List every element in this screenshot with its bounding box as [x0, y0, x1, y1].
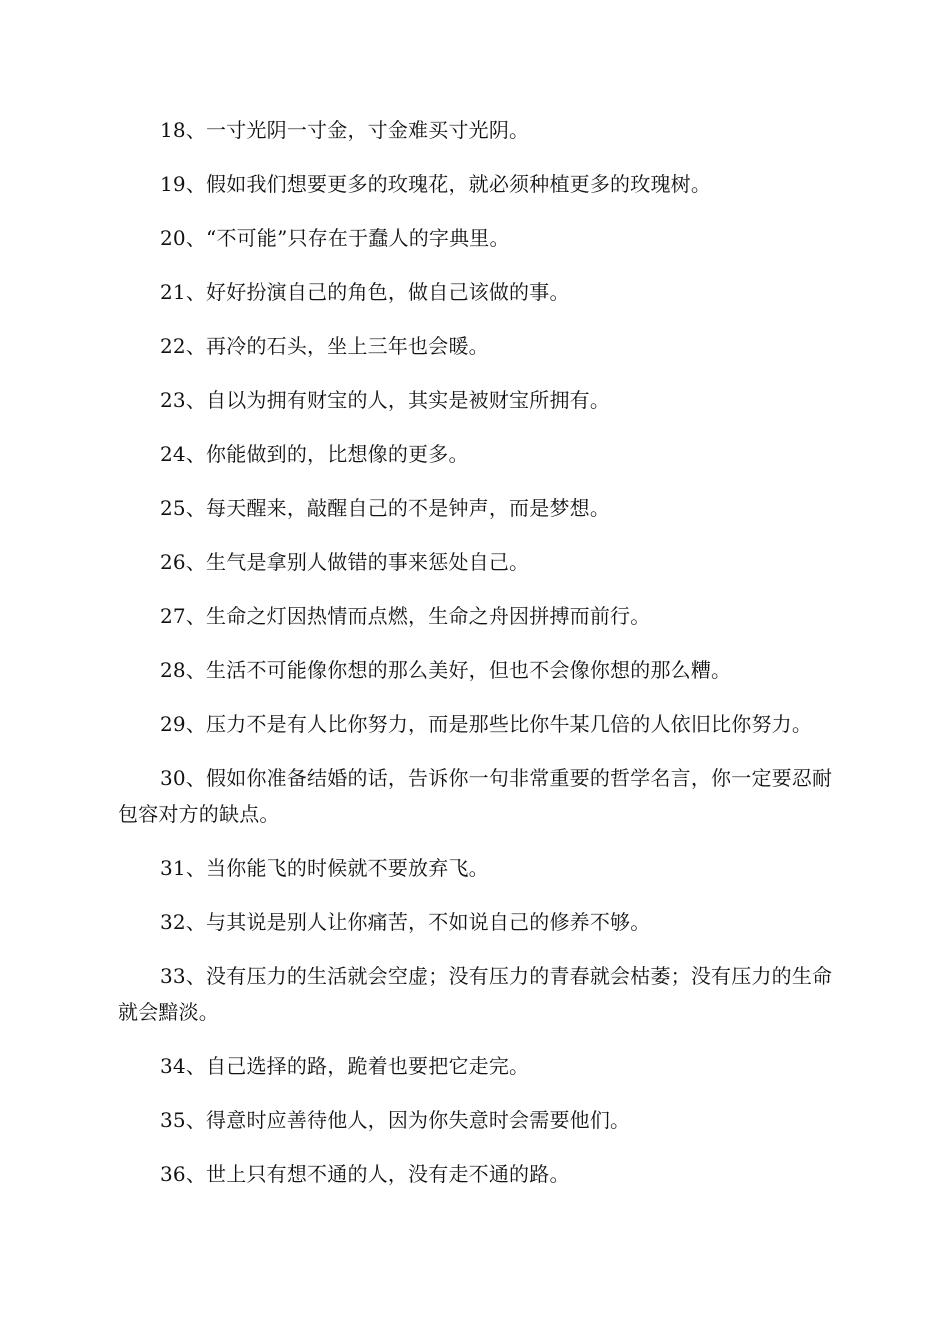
quote-paragraph: 28、生活不可能像你想的那么美好，但也不会像你想的那么糟。: [160, 658, 732, 682]
quote-paragraph: 30、假如你准备结婚的话，告诉你一句非常重要的哲学名言，你一定要忍耐包容对方的缺点。: [118, 766, 833, 826]
quote-paragraph: 25、每天醒来，敲醒自己的不是钟声，而是梦想。: [160, 496, 611, 520]
quote-paragraph: 34、自己选择的路，跪着也要把它走完。: [160, 1054, 530, 1078]
quote-paragraph: 26、生气是拿别人做错的事来惩处自己。: [160, 550, 530, 574]
quote-paragraph: 19、假如我们想要更多的玫瑰花，就必须种植更多的玫瑰树。: [160, 172, 712, 196]
quote-paragraph: 29、压力不是有人比你努力，而是那些比你牛某几倍的人依旧比你努力。: [160, 712, 813, 736]
quote-paragraph: 36、世上只有想不通的人，没有走不通的路。: [160, 1162, 570, 1186]
quote-paragraph: 23、自以为拥有财宝的人，其实是被财宝所拥有。: [160, 388, 611, 412]
quote-paragraph: 20、“不可能”只存在于蠢人的字典里。: [160, 226, 510, 250]
quote-paragraph: 33、没有压力的生活就会空虚；没有压力的青春就会枯萎；没有压力的生命就会黯淡。: [118, 964, 833, 1024]
quote-paragraph: 35、得意时应善待他人，因为你失意时会需要他们。: [160, 1108, 631, 1132]
document-body: [118, 112, 834, 1210]
quote-paragraph: 21、好好扮演自己的角色，做自己该做的事。: [160, 280, 570, 304]
quote-paragraph: 22、再冷的石头，坐上三年也会暖。: [160, 334, 489, 358]
quote-paragraph: 27、生命之灯因热情而点燃，生命之舟因拼搏而前行。: [160, 604, 651, 628]
quote-paragraph: 32、与其说是别人让你痛苦，不如说自己的修养不够。: [160, 910, 651, 934]
quote-paragraph: 31、当你能飞的时候就不要放弃飞。: [160, 856, 489, 880]
quote-paragraph: 24、你能做到的，比想像的更多。: [160, 442, 469, 466]
quote-paragraph: 18、一寸光阴一寸金，寸金难买寸光阴。: [160, 118, 530, 142]
